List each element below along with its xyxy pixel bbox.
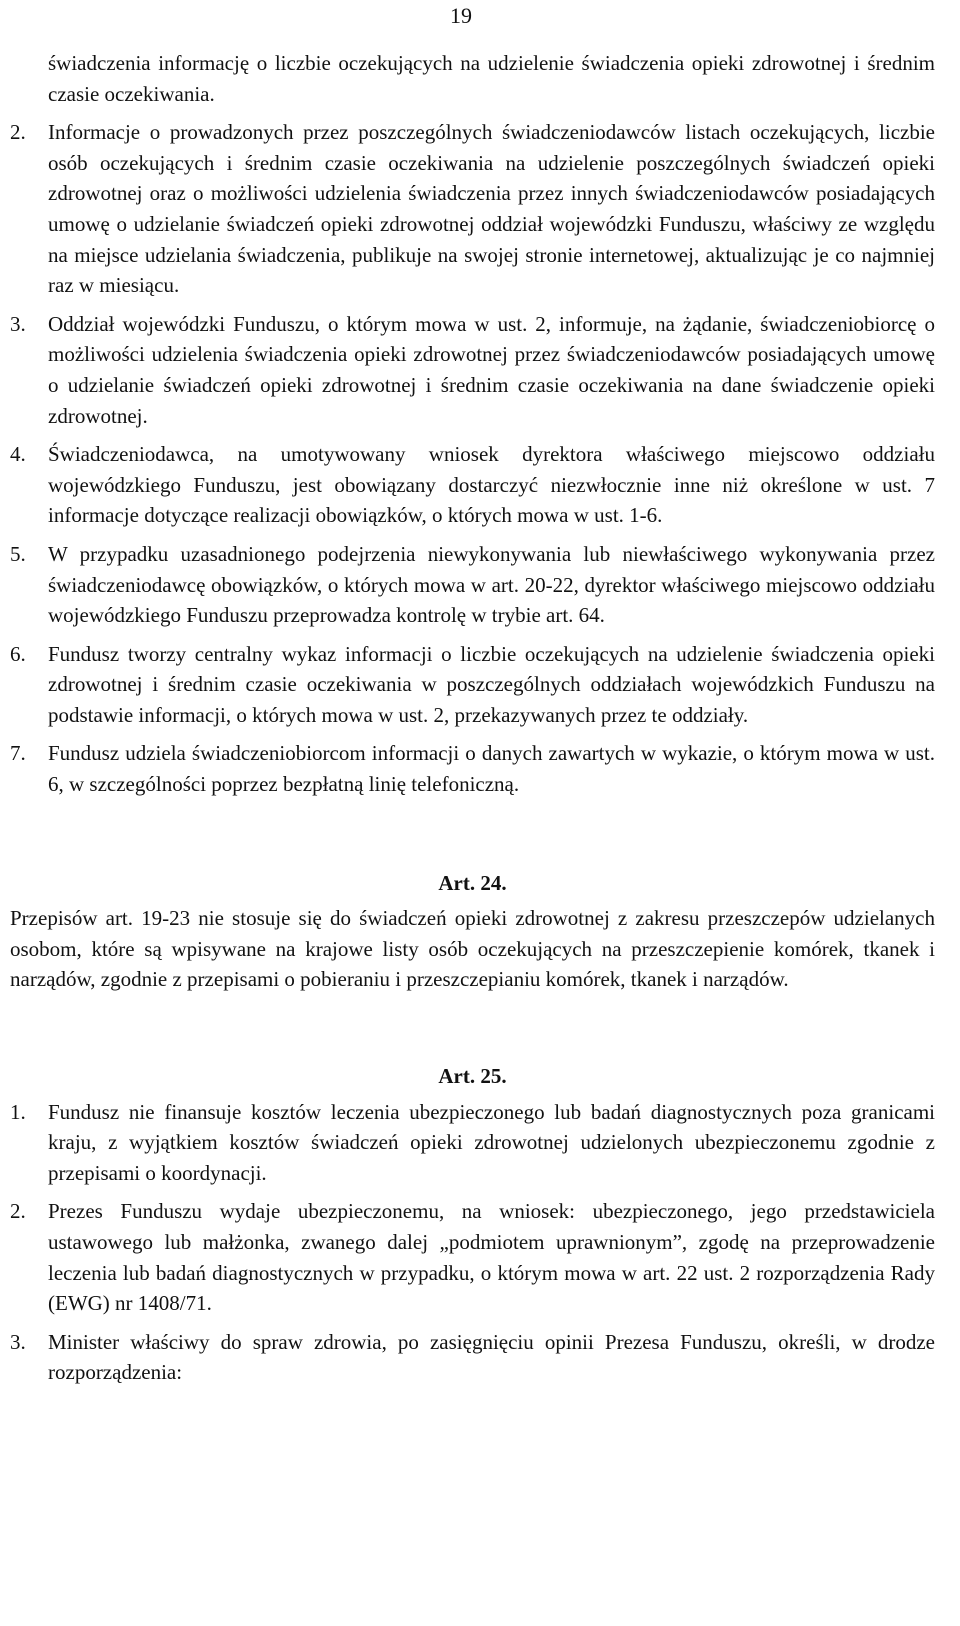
item-text: Prezes Funduszu wydaje ubezpieczonemu, na wniosek: ubezpieczonego, jego przedstawiciela ustawowego lub małżonka, zwanego dalej „podmiotem uprawnionym”, zgodę na przeprowadzenie leczenia lub badań diagnostycznych w przypadku, o którym mowa w art. 22 ust. 2 rozporządzenia Rady (EWG) nr 1408/71.	[48, 1199, 935, 1316]
item-1-continuation: świadczenia informację o liczbie oczekujących na udzielenie świadczenia opieki zdrowotnej i średnim czasie oczekiwania.	[48, 51, 935, 106]
list-item	[10, 738, 935, 799]
list-item	[10, 539, 935, 631]
page-number: 19	[450, 3, 472, 28]
article-25-title: Art. 25.	[438, 1064, 507, 1089]
item-number: 4.	[10, 442, 26, 467]
item-text: Świadczeniodawca, na umotywowany wniosek dyrektora właściwego miejscowo oddziału wojewódzkiego Funduszu, jest obowiązany dostarczyć niezwłocznie inne niż określone w ust. 7 informacje dotyczące realizacji obowiązków, o których mowa w ust. 1-6.	[48, 442, 935, 528]
document-body	[10, 48, 935, 1396]
list-item	[10, 117, 935, 301]
item-text: Informacje o prowadzonych przez poszczególnych świadczeniodawców listach oczekujących, liczbie osób oczekujących i średnim czasie oczekiwania na udzielenie poszczególnych świadczeń opieki zdrowotnej oraz o możliwości udzielenia świadczenia przez innych świadczeniodawców posiadających umowę o udzielanie świadczeń opieki zdrowotnej oddział wojewódzki Funduszu, właściwy ze względu na miejsce udzielania świadczenia, publikuje na swojej stronie internetowej, aktualizując je co najmniej raz w miesiącu.	[48, 120, 935, 298]
item-number: 7.	[10, 741, 26, 766]
section-spacer	[10, 995, 935, 1061]
item-text: Minister właściwy do spraw zdrowia, po zasięgnięciu opinii Prezesa Funduszu, określi, w drodze rozporządzenia:	[48, 1329, 935, 1385]
item-number: 3.	[10, 311, 26, 336]
article-24-title: Art. 24.	[438, 870, 507, 895]
list-item	[10, 1196, 935, 1318]
list-item	[10, 439, 935, 531]
section-spacer	[10, 808, 935, 868]
item-number: 1.	[10, 1099, 26, 1124]
item-number: 2.	[10, 1199, 26, 1224]
item-text: W przypadku uzasadnionego podejrzenia niewykonywania lub niewłaściwego wykonywania przez świadczeniodawcę obowiązków, o których mowa w art. 20-22, dyrektor właściwego miejscowo oddziału wojewódzkiego Funduszu przeprowadza kontrolę w trybie art. 64.	[48, 541, 935, 628]
list-item	[10, 309, 935, 431]
item-number: 2.	[10, 120, 26, 145]
item-number: 6.	[10, 641, 26, 666]
item-text: Oddział wojewódzki Funduszu, o którym mowa w ust. 2, informuje, na żądanie, świadczeniobiorcę o możliwości udzielenia świadczenia opieki zdrowotnej przez świadczeniodawców posiadających umowę o udzielanie świadczeń opieki zdrowotnej i średnim czasie oczekiwania na dane świadczenie opieki zdrowotnej.	[48, 311, 935, 428]
list-item	[10, 639, 935, 731]
list-item	[10, 1327, 935, 1388]
item-number: 3.	[10, 1329, 26, 1354]
item-number: 5.	[10, 541, 26, 566]
article-24-text: Przepisów art. 19-23 nie stosuje się do świadczeń opieki zdrowotnej z zakresu przeszczepów udzielanych osobom, które są wpisywane na krajowe listy osób oczekujących na przeszczepienie komórek, tkanek i narządów, zgodnie z przepisami o pobieraniu i przeszczepianiu komórek, tkanek i narządów.	[10, 906, 935, 992]
list-item	[10, 1097, 935, 1189]
item-text: Fundusz nie finansuje kosztów leczenia ubezpieczonego lub badań diagnostycznych poza granicami kraju, z wyjątkiem kosztów świadczeń opieki zdrowotnej udzielonych ubezpieczonemu zgodnie z przepisami o koordynacji.	[48, 1099, 935, 1185]
item-text: Fundusz udziela świadczeniobiorcom informacji o danych zawartych w wykazie, o którym mowa w ust. 6, w szczególności poprzez bezpłatną linię telefoniczną.	[48, 741, 935, 797]
item-text: Fundusz tworzy centralny wykaz informacji o liczbie oczekujących na udzielenie świadczenia opieki zdrowotnej i średnim czasie oczekiwania w poszczególnych oddziałach wojewódzkich Funduszu na podstawie informacji, o których mowa w ust. 2, przekazywanych przez te oddziały.	[48, 641, 935, 727]
